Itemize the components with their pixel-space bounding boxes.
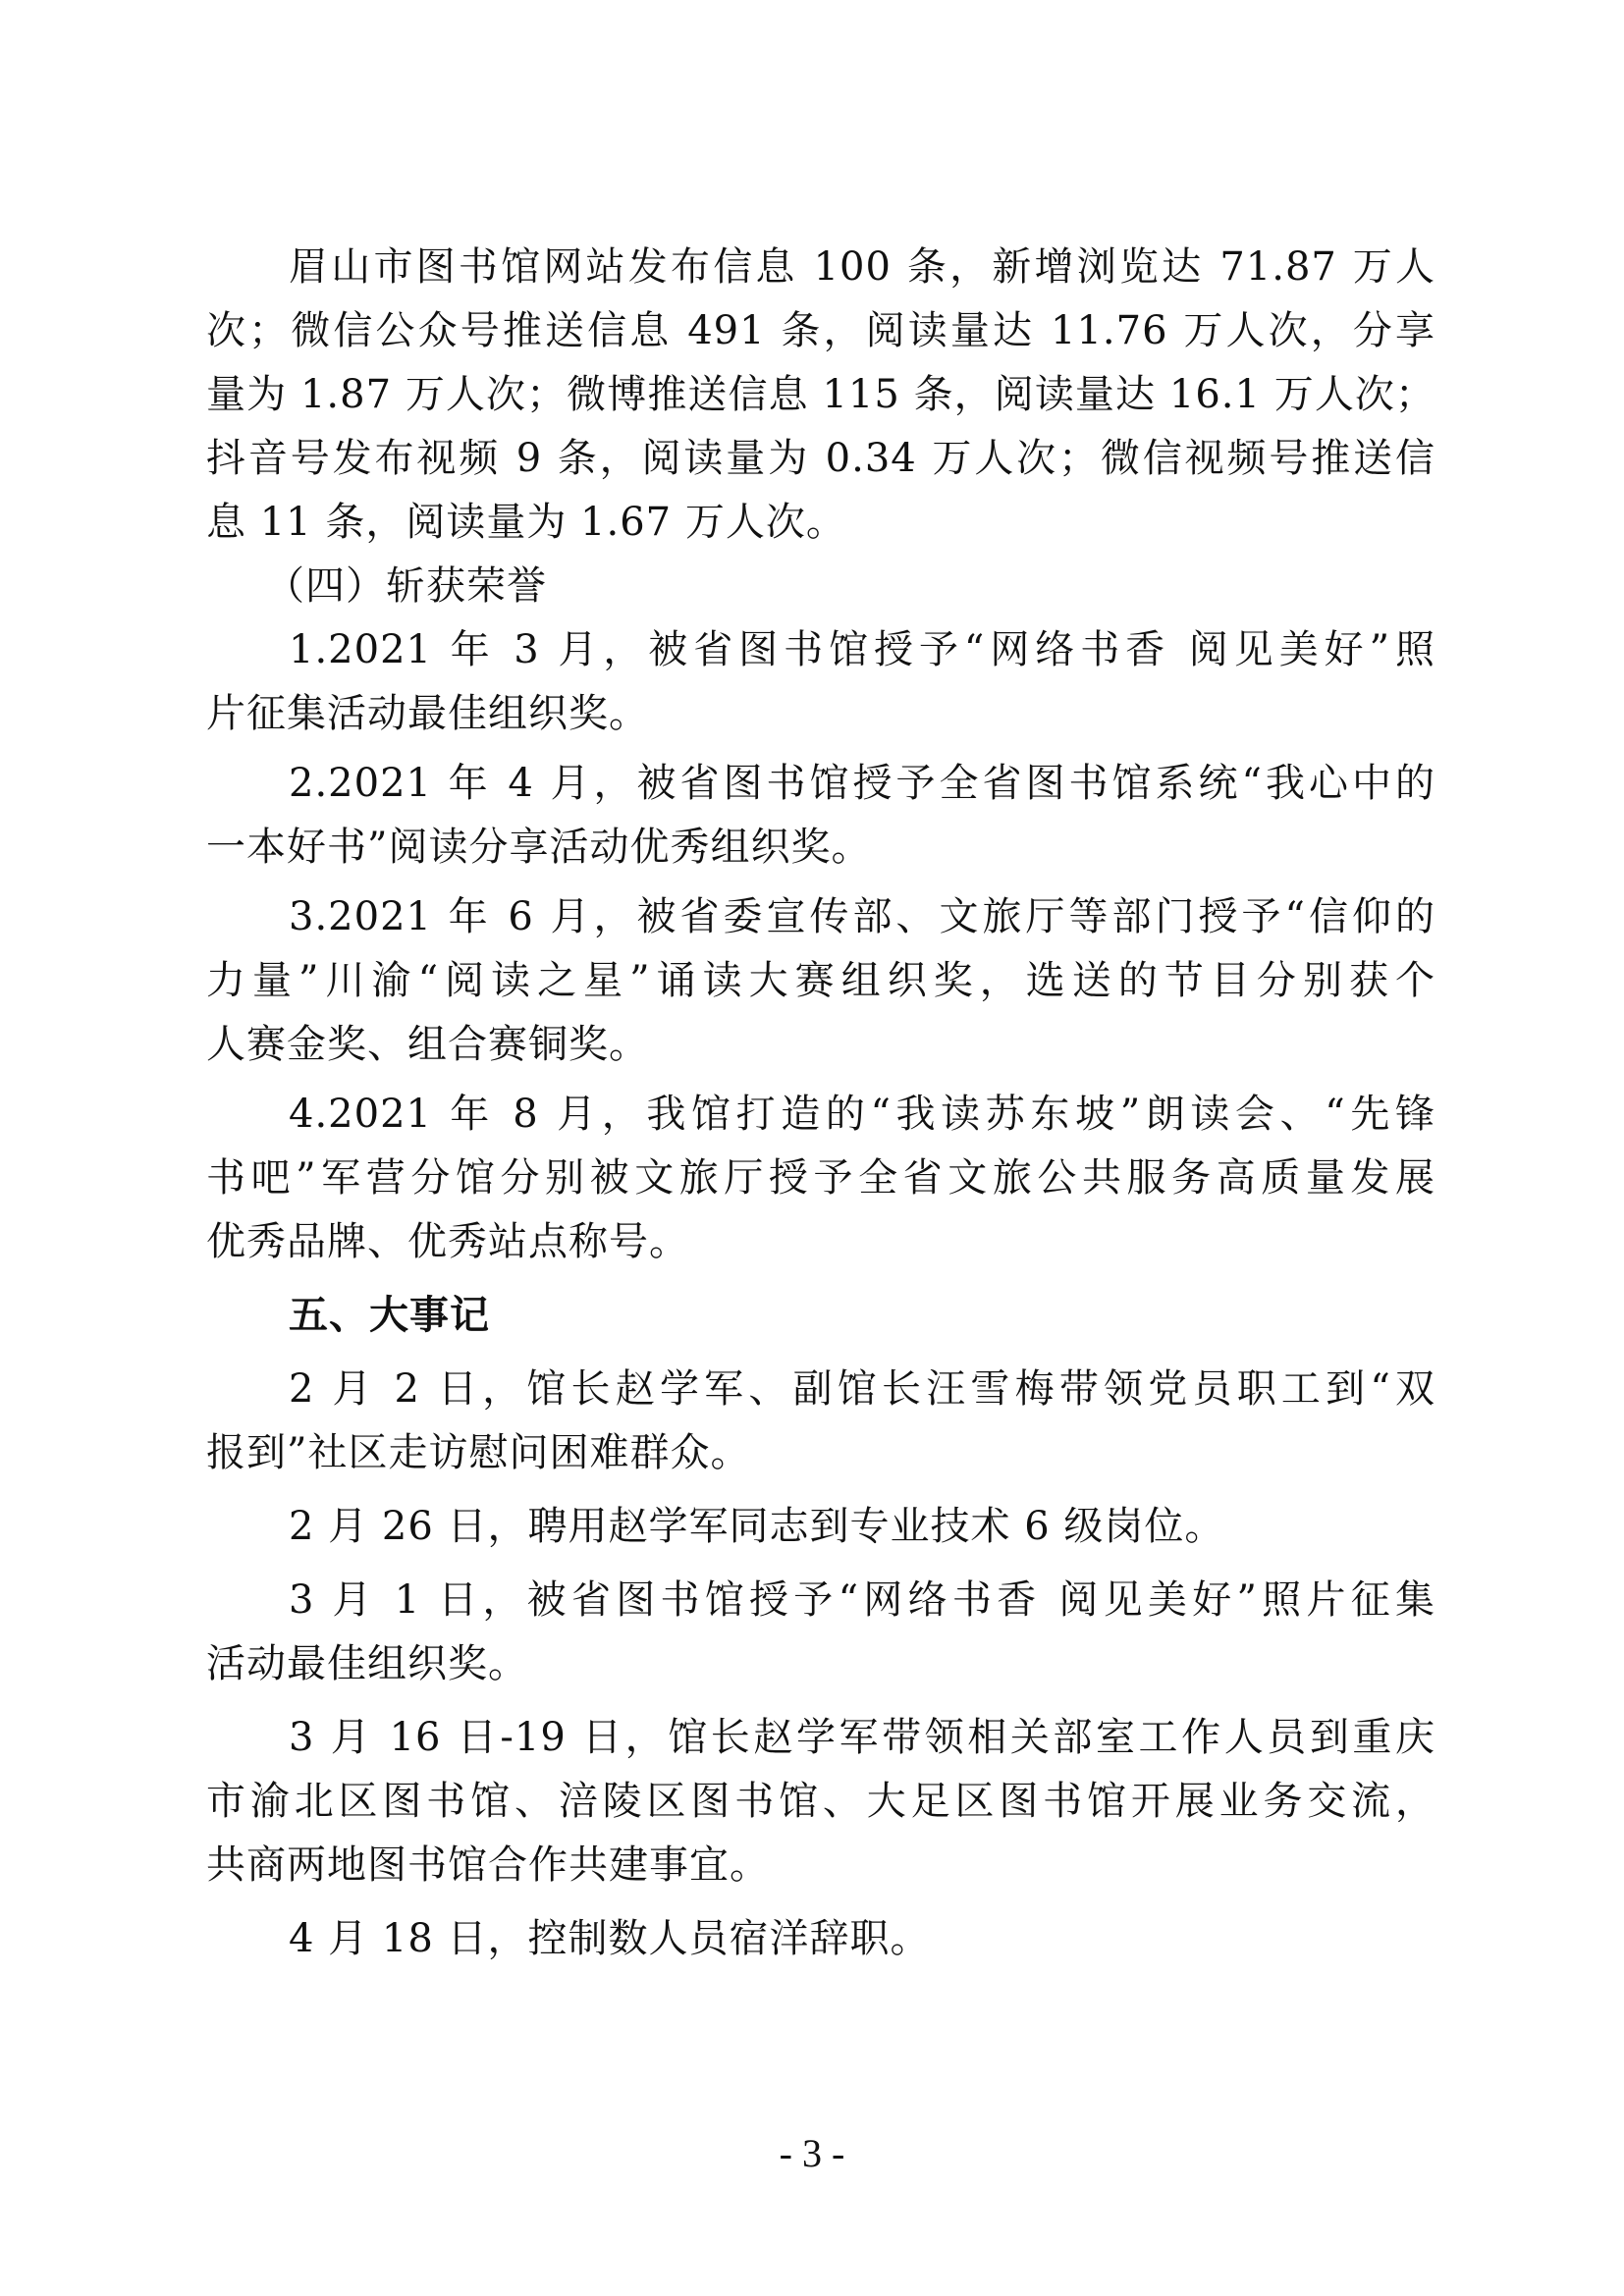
paragraph-event-feb-26	[206, 1495, 1435, 1559]
subheading-honors: （四）斩获荣誉	[265, 563, 547, 609]
paragraph-event-mar-1	[206, 1569, 1435, 1696]
paragraph-website-stats	[206, 236, 1435, 555]
text-line: 3.2021 年 6 月，被省委宣传部、文旅厅等部门授予“信仰的	[289, 894, 1435, 939]
section-heading-events: 五、大事记	[289, 1293, 490, 1338]
paragraph-event-feb-2	[206, 1358, 1435, 1485]
text-line: 3 月 1 日，被省图书馆授予“网络书香 阅见美好”照片征集	[289, 1577, 1435, 1623]
text-line: 3 月 16 日-19 日，馆长赵学军带领相关部室工作人员到重庆	[289, 1715, 1435, 1760]
text-line: 息 11 条，阅读量为 1.67 万人次。	[206, 500, 846, 545]
text-line: 2.2021 年 4 月，被省图书馆授予全省图书馆系统“我心中的	[289, 761, 1435, 806]
text-line: 人赛金奖、组合赛铜奖。	[206, 1022, 649, 1067]
text-line: 书吧”军营分馆分别被文旅厅授予全省文旅公共服务高质量发展	[206, 1155, 1435, 1201]
text-line: 4 月 18 日，控制数人员宿洋辞职。	[289, 1916, 931, 1961]
text-line: 2 月 26 日，聘用赵学军同志到专业技术 6 级岗位。	[289, 1504, 1225, 1549]
text-line: 活动最佳组织奖。	[206, 1641, 528, 1686]
text-line: 报到”社区走访慰问困难群众。	[206, 1430, 751, 1475]
text-line: 优秀品牌、优秀站点称号。	[206, 1219, 689, 1264]
text-line: 4.2021 年 8 月，我馆打造的“我读苏东坡”朗读会、“先锋	[289, 1092, 1435, 1137]
text-line: 一本好书”阅读分享活动优秀组织奖。	[206, 825, 872, 870]
paragraph-honor-2	[206, 752, 1435, 880]
page-number: - 3 -	[779, 2131, 845, 2175]
text-line: 市渝北区图书馆、涪陵区图书馆、大足区图书馆开展业务交流，	[206, 1779, 1435, 1824]
text-line: 片征集活动最佳组织奖。	[206, 691, 649, 736]
text-line: 力量”川渝“阅读之星”诵读大赛组织奖，选送的节目分别获个	[206, 958, 1435, 1003]
paragraph-honor-3	[206, 885, 1435, 1077]
paragraph-event-mar-16	[206, 1706, 1435, 1897]
paragraph-honor-1	[206, 618, 1435, 746]
text-line: 共商两地图书馆合作共建事宜。	[206, 1842, 770, 1888]
text-line: 2 月 2 日，馆长赵学军、副馆长汪雪梅带领党员职工到“双	[289, 1366, 1435, 1412]
document-body	[206, 236, 1435, 1971]
text-line: 次；微信公众号推送信息 491 条，阅读量达 11.76 万人次，分享	[206, 308, 1435, 353]
text-line: 1.2021 年 3 月，被省图书馆授予“网络书香 阅见美好”照	[289, 627, 1435, 672]
paragraph-event-apr-18	[206, 1907, 1435, 1971]
text-line: 眉山市图书馆网站发布信息 100 条，新增浏览达 71.87 万人	[289, 244, 1435, 290]
text-line: 量为 1.87 万人次；微博推送信息 115 条，阅读量达 16.1 万人次；	[206, 372, 1435, 417]
text-line: 抖音号发布视频 9 条，阅读量为 0.34 万人次；微信视频号推送信	[206, 436, 1435, 481]
paragraph-honor-4	[206, 1083, 1435, 1274]
